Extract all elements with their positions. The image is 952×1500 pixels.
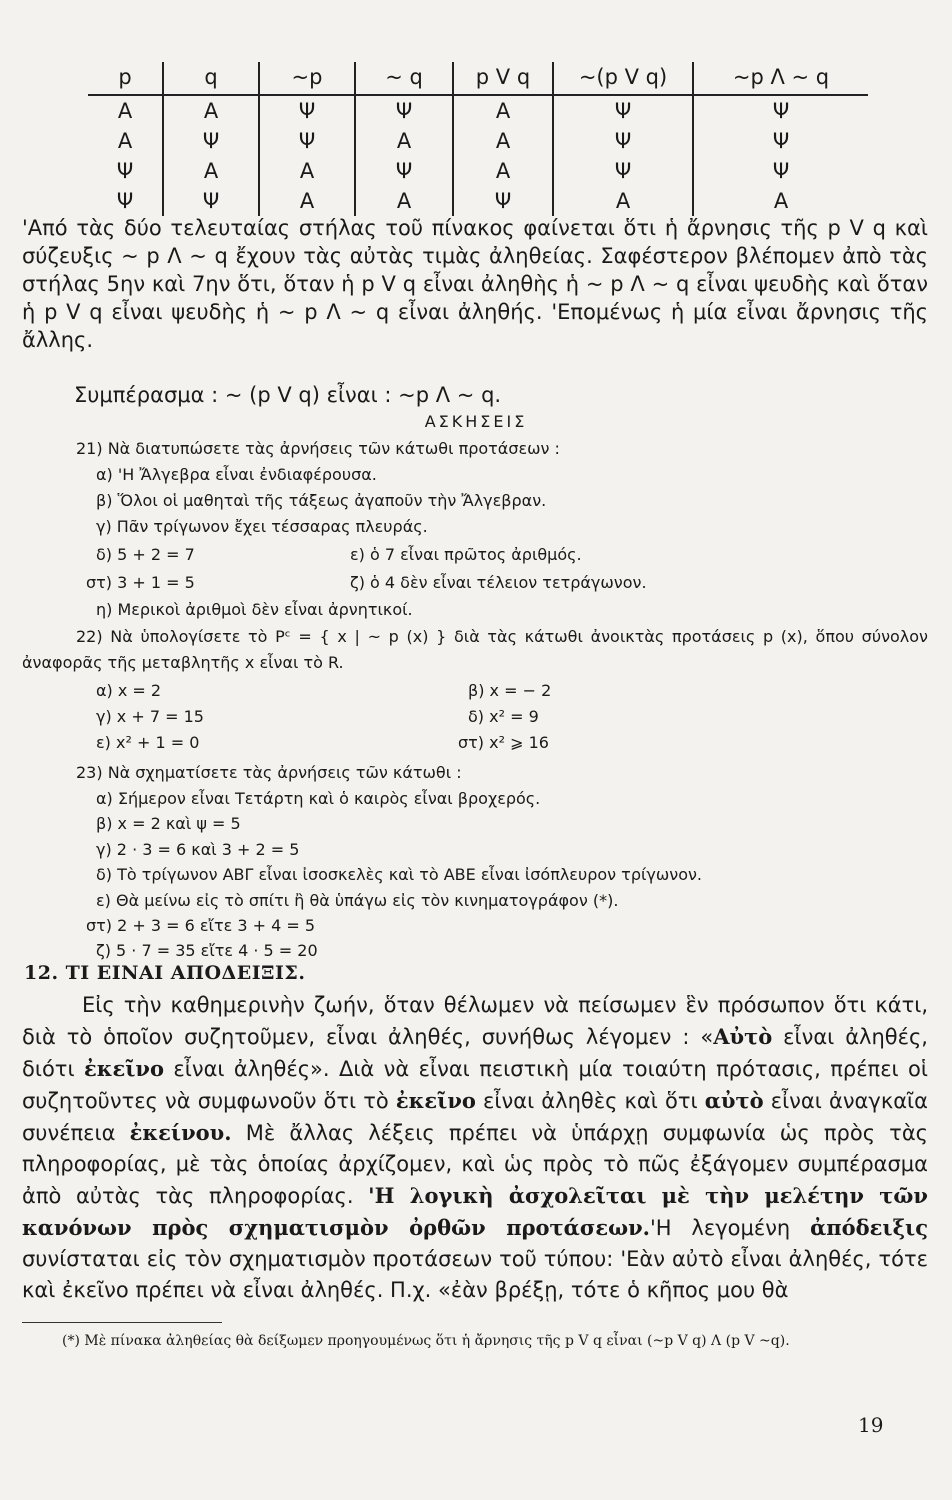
truth-table-cell: A	[258, 186, 354, 216]
truth-table-cell: A	[117, 99, 133, 123]
emphasis-6: 'Η λογικὴ ἀσχολεῖται μὲ τὴν μελέτην τῶν κανόνων πρὸς σχηματισμὸν ὀρθῶν προτάσεων.	[22, 1183, 928, 1240]
exercise-23-title: 23) Νὰ σχηματίσετε τὰς ἀρνήσεις τῶν κάτωθι :	[76, 763, 462, 782]
exercise-23-st: στ) 2 + 3 = 6 εἴτε 3 + 4 = 5	[86, 916, 316, 935]
exercise-21-e: ε) ὁ 7 εἶναι πρῶτος ἀριθμός.	[350, 545, 582, 564]
body-text-6: Μὲ ἄλλας λέξεις πρέπει νὰ ὑπάρχῃ συμφωνία ὡς πρὸς τὰς πληροφορίας, μὲ τὰς ὁποίας ἀρχίζομεν, καὶ ὡς πρὸς τὸ πῶς ἐξάγομεν συμπέρασμα ἀπὸ αὐτὰς τὰς πληροφορίας.	[22, 1121, 928, 1208]
exercise-23-z: ζ) 5 · 7 = 35 εἴτε 4 · 5 = 20	[96, 941, 318, 960]
exercise-22-e: ε) x² + 1 = 0	[96, 733, 200, 752]
truth-table-header-cell: ~(p V q)	[552, 62, 692, 94]
exercise-23-a: α) Σήμερον εἶναι Τετάρτη καὶ ὁ καιρὸς εἶναι βροχερός.	[96, 789, 541, 808]
truth-table-row	[88, 126, 868, 156]
page-number: 19	[858, 1413, 884, 1437]
body-text-3: εἶναι ἀληθές». Διὰ νὰ εἶναι πειστικὴ μία τοιαύτη πρότασις, πρέπει οἱ συζητοῦντες νὰ συμφωνοῦν ὅτι τὸ	[22, 1057, 929, 1113]
body-paragraph	[22, 990, 928, 1306]
exercise-23-g: γ) 2 · 3 = 6 καὶ 3 + 2 = 5	[96, 840, 300, 859]
exercise-21-z: ζ) ὁ 4 δὲν εἶναι τέλειον τετράγωνον.	[350, 573, 647, 592]
emphasis-2: ἐκεῖνο	[83, 1056, 164, 1081]
truth-table-header-cell: p	[118, 65, 132, 89]
truth-table-cell: Ψ	[162, 186, 258, 216]
exercise-22-b: β) x = − 2	[468, 681, 552, 700]
body-text-1: Εἰς τὴν καθημερινὴν ζωήν, ὅταν θέλωμεν νὰ πείσωμεν ἓν πρόσωπον ὅτι κάτι, διὰ τὸ ὁποῖον συζητοῦμεν, εἶναι ἀληθές, συνήθως λέγομεν : «	[22, 993, 928, 1049]
exercise-22-st: στ) x² ⩾ 16	[458, 733, 549, 752]
body-text-2: εἶναι ἀληθές, διότι	[22, 1025, 928, 1081]
truth-table-cell: Ψ	[692, 126, 868, 156]
truth-table-cell: A	[162, 96, 258, 126]
emphasis-7: ἀπόδειξις	[810, 1215, 928, 1240]
truth-table-header-cell: p V q	[452, 62, 552, 94]
truth-table-cell: A	[354, 126, 452, 156]
truth-table-cell: Ψ	[692, 96, 868, 126]
emphasis-1: Αὐτὸ	[713, 1024, 773, 1049]
exercise-23-b: β) x = 2 καὶ ψ = 5	[96, 814, 241, 833]
truth-table-cell: A	[452, 156, 552, 186]
truth-table-cell: Ψ	[552, 96, 692, 126]
exercise-21-b: β) Ὅλοι οἱ μαθηταὶ τῆς τάξεως ἀγαποῦν τὴν Ἄλγεβραν.	[96, 491, 547, 510]
truth-table-cell: A	[258, 156, 354, 186]
footnote: (*) Μὲ πίνακα ἀληθείας θὰ δείξωμεν προηγουμένως ὅτι ἡ ἄρνησις τῆς p V q εἶναι (~p V q) Λ (p V ~q).	[62, 1333, 790, 1349]
truth-table-cell: Ψ	[258, 126, 354, 156]
truth-table-header-cell: ~p Λ ~ q	[692, 62, 868, 94]
intro-paragraph: 'Από τὰς δύο τελευταίας στήλας τοῦ πίνακος φαίνεται ὅτι ἡ ἄρνησις τῆς p V q καὶ σύζευξις ~ p Λ ~ q ἔχουν τὰς αὐτὰς τιμὰς ἀληθείας. Σαφέστερον βλέπομεν ἀπὸ τὰς στήλας 5ην καὶ 7ην ὅτι, ὅταν ἡ p V q εἶναι ἀληθὴς ἡ ~ p Λ ~ q εἶναι ψευδὴς καὶ ὅταν ἡ p V q εἶναι ψευδὴς ἡ ~ p Λ ~ q εἶναι ἀληθής. 'Επομένως ἡ μία εἶναι ἄρνησις τῆς ἄλλης.	[22, 216, 928, 352]
emphasis-4: αὐτὸ	[704, 1088, 764, 1113]
exercises-heading: ΑΣΚΗΣΕΙΣ	[424, 412, 528, 431]
truth-table-row	[88, 186, 868, 216]
exercise-21-h: η) Μερικοὶ ἀριθμοὶ δὲν εἶναι ἀρνητικοί.	[96, 600, 413, 619]
truth-table-cell: Ψ	[692, 156, 868, 186]
exercise-22-d: δ) x² = 9	[468, 707, 539, 726]
exercise-21-title: 21) Νὰ διατυπώσετε τὰς ἀρνήσεις τῶν κάτωθι προτάσεων :	[76, 439, 560, 458]
truth-table-cell: Ψ	[452, 186, 552, 216]
exercise-23-d: δ) Τὸ τρίγωνον ΑΒΓ εἶναι ἰσοσκελὲς καὶ τὸ ΑΒΕ εἶναι ἰσόπλευρον τρίγωνον.	[96, 865, 702, 884]
truth-table-cell: Ψ	[552, 156, 692, 186]
truth-table-cell: Ψ	[552, 126, 692, 156]
truth-table-cell: A	[692, 186, 868, 216]
exercise-21-st: στ) 3 + 1 = 5	[86, 573, 195, 592]
truth-table-header-cell: ~p	[258, 62, 354, 94]
body-text-8: συνίσταται εἰς τὸν σχηματισμὸν προτάσεων τοῦ τύπου: 'Εὰν αὐτὸ εἶναι ἀληθές, τότε καὶ ἐκεῖνο πρέπει νὰ εἶναι ἀληθές. Π.χ. «ἐὰν βρέξῃ, τότε ὁ κῆπος μου θὰ	[22, 1247, 928, 1302]
truth-table	[88, 62, 868, 216]
exercise-22-title: 22) Νὰ ὑπολογίσετε τὸ Pᶜ = { x | ~ p (x) } διὰ τὰς κάτωθι ἀνοικτὰς προτάσεις p (x), ὅπου σύνολον ἀναφορᾶς τῆς μεταβλητῆς x εἶναι τὸ R.	[22, 627, 928, 672]
exercise-21-d: δ) 5 + 2 = 7	[96, 545, 195, 564]
truth-table-header-cell: q	[162, 62, 258, 94]
truth-table-cell: Ψ	[258, 96, 354, 126]
truth-table-cell: A	[452, 126, 552, 156]
exercise-21-a: α) 'Η Ἄλγεβρα εἶναι ἐνδιαφέρουσα.	[96, 465, 377, 484]
exercise-22-g: γ) x + 7 = 15	[96, 707, 204, 726]
truth-table-row	[88, 156, 868, 186]
truth-table-cell: A	[162, 156, 258, 186]
truth-table-cell: Ψ	[116, 189, 134, 213]
body-text-7: 'Η λεγομένη	[649, 1216, 811, 1240]
body-text-4: εἶναι ἀληθὲς καὶ ὅτι	[475, 1089, 705, 1113]
truth-table-cell: Ψ	[162, 126, 258, 156]
exercise-23-e: ε) Θὰ μείνω εἰς τὸ σπίτι ἢ θὰ ὑπάγω εἰς τὸν κινηματογράφον (*).	[96, 891, 619, 910]
truth-table-cell: A	[452, 96, 552, 126]
truth-table-header-cell: ~ q	[354, 62, 452, 94]
exercise-22-a: α) x = 2	[96, 681, 162, 700]
body-text-5: εἶναι ἀναγκαῖα συνέπεια	[22, 1089, 928, 1145]
exercise-21-g: γ) Πᾶν τρίγωνον ἔχει τέσσαρας πλευράς.	[96, 517, 428, 536]
emphasis-3: ἐκεῖνο	[395, 1088, 476, 1113]
truth-table-row	[88, 96, 868, 126]
section-title: 12. ΤΙ ΕΙΝΑΙ ΑΠΟΔΕΙΞΙΣ.	[24, 962, 306, 984]
conclusion: Συμπέρασμα : ~ (p V q) εἶναι : ~p Λ ~ q.	[74, 383, 502, 407]
truth-table-cell: Ψ	[354, 156, 452, 186]
truth-table-header	[88, 62, 868, 96]
truth-table-cell: Ψ	[116, 159, 134, 183]
emphasis-5: ἐκείνου.	[129, 1120, 232, 1145]
footnote-rule	[22, 1322, 222, 1323]
truth-table-cell: Ψ	[354, 96, 452, 126]
truth-table-cell: A	[117, 129, 133, 153]
truth-table-cell: A	[552, 186, 692, 216]
truth-table-cell: A	[354, 186, 452, 216]
